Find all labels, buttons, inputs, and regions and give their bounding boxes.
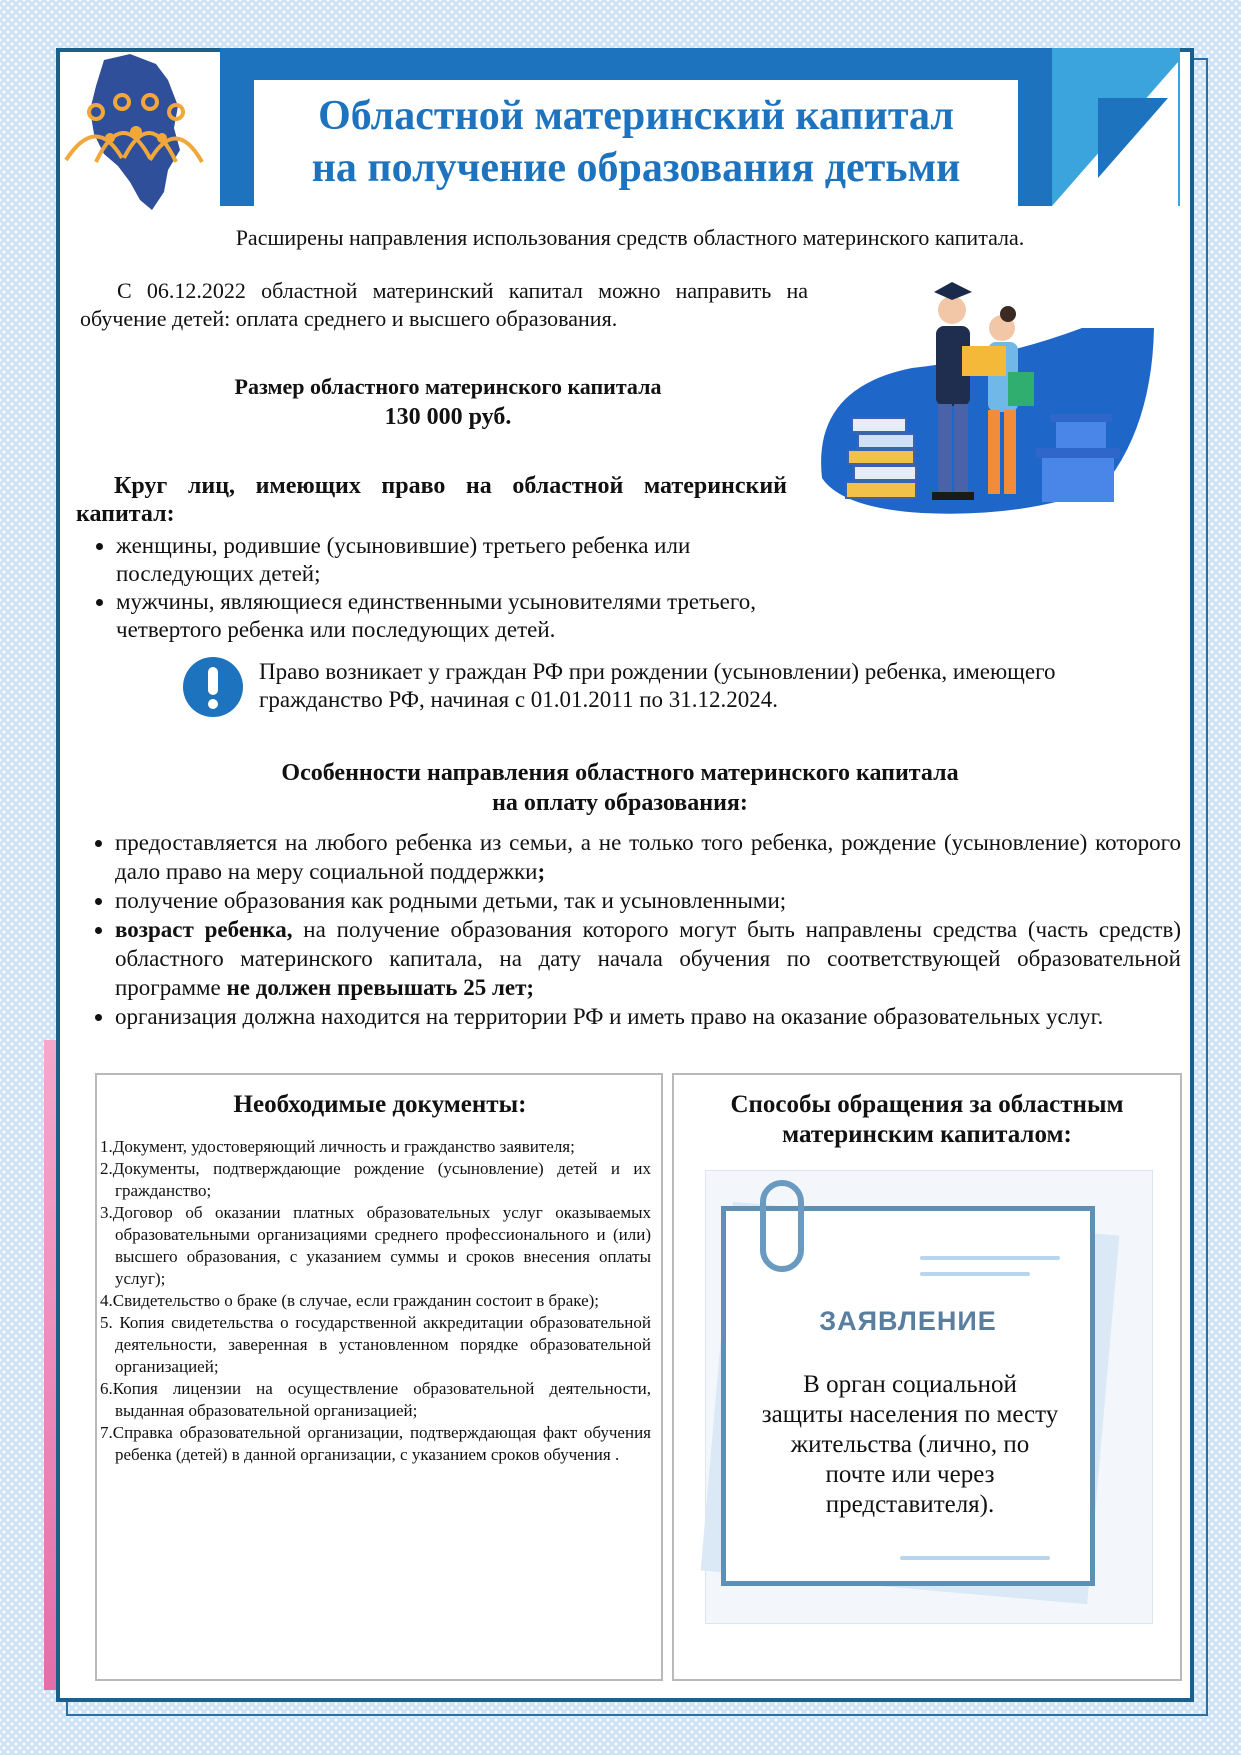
feature-bold-start: возраст ребенка, [115, 917, 293, 942]
feature-bold-end: не должен превышать 25 лет; [226, 975, 535, 1000]
application-heading: ЗАЯВЛЕНИЕ [819, 1306, 997, 1336]
list-item [115, 828, 1181, 886]
list-item: 2.Документы, подтверждающие рождение (усыновление) детей и их гражданство; [100, 1159, 651, 1200]
list-item: • организация должна находится на территории РФ и иметь право на оказание образовательных услуг. [115, 1002, 1181, 1031]
feature-text: на получение образования которого могут быть направлены средства (часть средств) областного материнского капитала, на дату начала обучения по соответствующей образовательной программе [115, 917, 1182, 1000]
exclamation-dot [208, 699, 218, 709]
book-stack-icon [846, 418, 916, 498]
pink-side-bar [44, 1040, 56, 1690]
application-text: В орган социальной защиты населения по месту жительства (лично, по почте или через представителя). [761, 1371, 1059, 1518]
ways-title: Способы обращения за областным материнским капиталом: [730, 1091, 1124, 1148]
exclamation-icon [183, 657, 243, 717]
list-item [115, 915, 1181, 1002]
card-line [920, 1256, 1060, 1260]
list-item: 3.Договор об оказании платных образовательных услуг оказываемых образовательными организациями среднего профессионального и (или) высшего образования, с указанием суммы и сроков внесения оплаты услуг); [100, 1203, 651, 1288]
list-item: 1.Документ, удостоверяющий личность и гражданство заявителя; [100, 1137, 575, 1156]
page-title [254, 90, 1018, 194]
intro-text: Расширены направления использования средств областного материнского капитала. [235, 225, 1025, 250]
feature-end: ; [537, 859, 546, 884]
title-line-1: Областной материнский капитал [318, 93, 954, 139]
list-item: 6.Копия лицензии на осуществление образовательной деятельности, выданная образовательной организацией; [100, 1379, 651, 1420]
features-list [88, 828, 1181, 1031]
date-paragraph: С 06.12.2022 областной материнский капитал можно направить на обучение детей: оплата среднего и высшего образования. [80, 278, 808, 331]
list-item: • мужчины, являющиеся единственными усыновителями третьего, четвертого ребенка или последующих детей. [116, 588, 806, 644]
students-illustration [802, 268, 1160, 538]
capital-size-value: 130 000 руб. [384, 404, 512, 430]
list-item: • женщины, родившие (усыновившие) третьего ребенка или последующих детей; [116, 532, 806, 588]
list-item: 5. Копия свидетельства о государственной аккредитации образовательной деятельности, заверенная в установленном порядке образовательной организацией; [100, 1313, 651, 1376]
eligibility-note: Право возникает у граждан РФ при рождении (усыновлении) ребенка, имеющего гражданство РФ, начиная с 01.01.2011 по 31.12.2024. [259, 659, 1056, 712]
title-line-2: на получение образования детьми [311, 145, 961, 191]
features-title [120, 758, 1120, 818]
eligibility-list [76, 532, 806, 644]
documents-title: Необходимые документы: [233, 1091, 527, 1118]
documents-list [100, 1136, 651, 1466]
card-line [920, 1272, 1030, 1276]
features-title-line-1: Особенности направления областного материнского капитала [281, 760, 959, 786]
list-item: 4.Свидетельство о браке (в случае, если гражданин состоит в браке); [100, 1291, 600, 1310]
list-item: 7.Справка образовательной организации, подтверждающая факт обучения ребенка (детей) в данной организации, с указанием сроков обучения . [100, 1423, 651, 1464]
region-logo-icon [60, 50, 210, 218]
paperclip-icon [760, 1180, 804, 1272]
card-line [900, 1556, 1050, 1560]
exclamation-bar [208, 667, 218, 695]
eligibility-heading: Круг лиц, имеющих право на областной материнский капитал: [76, 473, 787, 527]
features-title-line-2: на оплату образования: [492, 790, 748, 816]
list-item: • получение образования как родными детьми, так и усыновленными; [115, 886, 1181, 915]
capital-size-label: Размер областного материнского капитала [234, 374, 662, 399]
feature-text: предоставляется на любого ребенка из семьи, а не только того ребенка, рождение (усыновление) которого дало право на меру социальной поддержки [115, 830, 1181, 884]
